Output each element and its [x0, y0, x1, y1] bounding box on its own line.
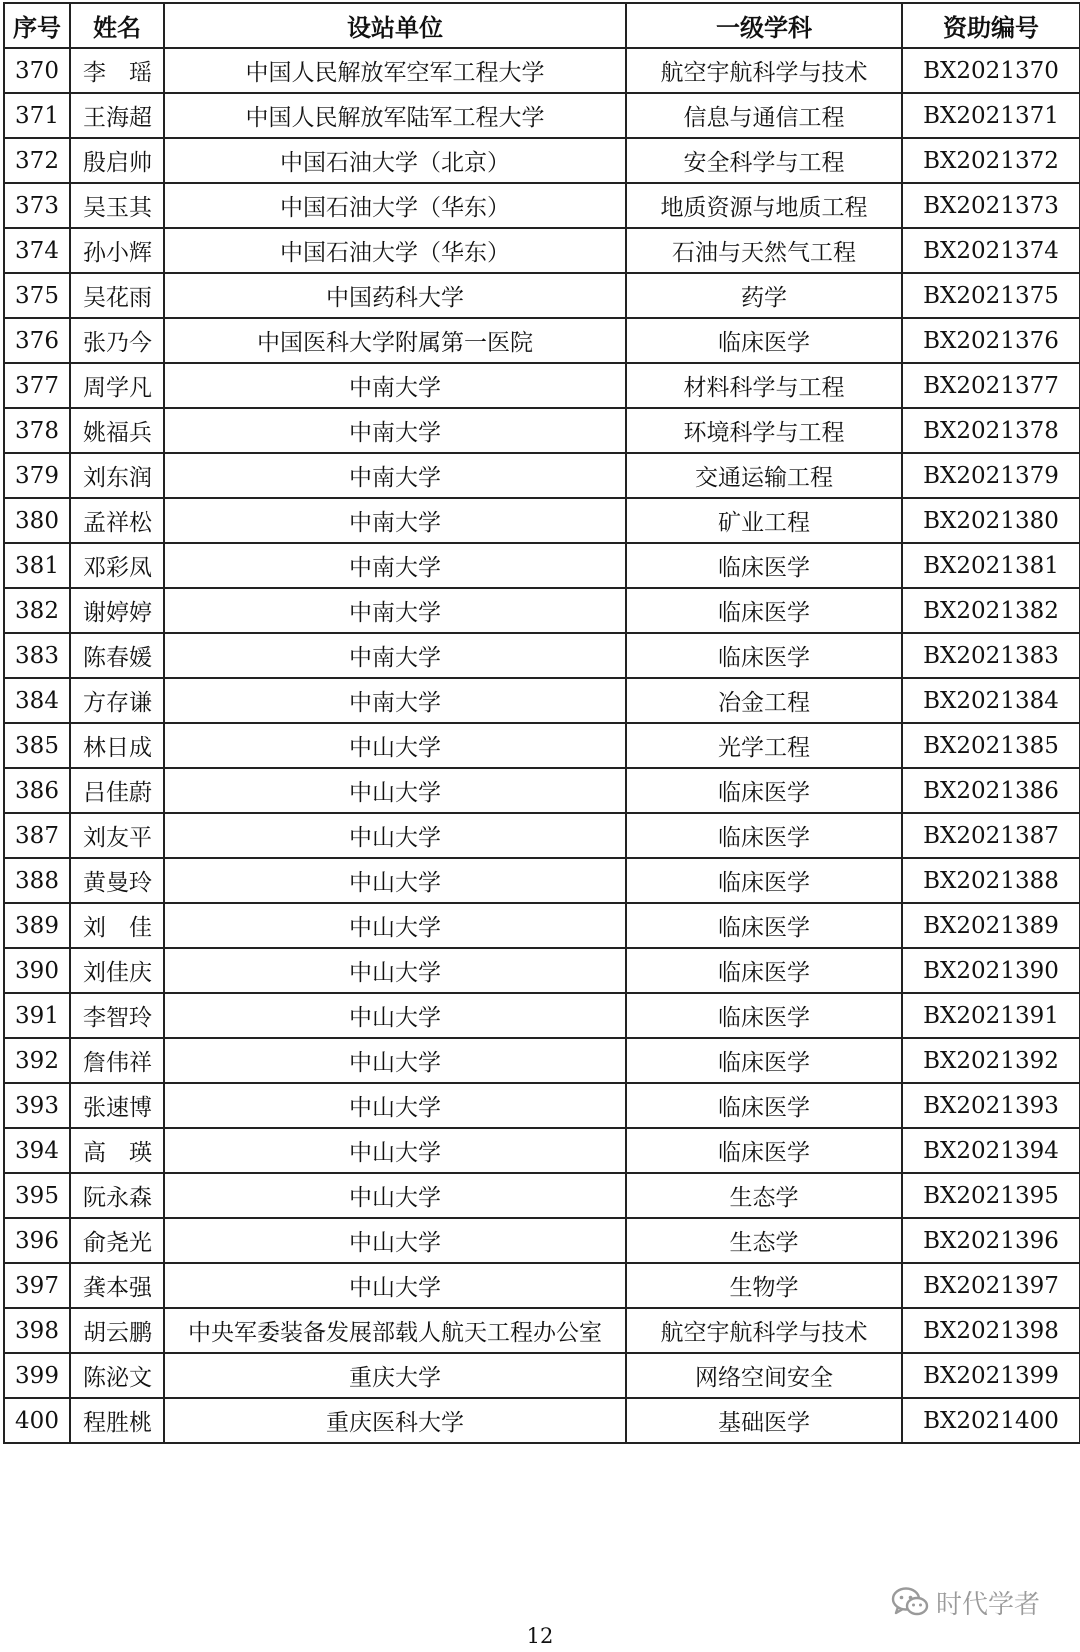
cell-serial-number: 376	[4, 318, 70, 363]
cell-funding-id: BX2021386	[902, 768, 1080, 813]
cell-serial-number: 382	[4, 588, 70, 633]
table-row	[4, 1038, 1080, 1083]
cell-funding-id: BX2021384	[902, 678, 1080, 723]
cell-serial-number: 371	[4, 93, 70, 138]
cell-name: 高 瑛	[70, 1128, 164, 1173]
cell-name: 刘佳庆	[70, 948, 164, 993]
cell-name: 周学凡	[70, 363, 164, 408]
cell-funding-id: BX2021394	[902, 1128, 1080, 1173]
cell-host-institution: 中南大学	[164, 408, 626, 453]
cell-discipline: 临床医学	[626, 1038, 902, 1083]
postdoc-funding-table	[3, 2, 1080, 1444]
table-row	[4, 903, 1080, 948]
cell-name: 张速博	[70, 1083, 164, 1128]
table-row	[4, 813, 1080, 858]
cell-discipline: 环境科学与工程	[626, 408, 902, 453]
cell-discipline: 临床医学	[626, 993, 902, 1038]
cell-name: 陈泌文	[70, 1353, 164, 1398]
cell-serial-number: 377	[4, 363, 70, 408]
cell-discipline: 临床医学	[626, 948, 902, 993]
cell-funding-id: BX2021374	[902, 228, 1080, 273]
cell-name: 孟祥松	[70, 498, 164, 543]
header-host-institution: 设站单位	[164, 3, 626, 48]
cell-name: 张乃今	[70, 318, 164, 363]
cell-serial-number: 392	[4, 1038, 70, 1083]
cell-name: 吴花雨	[70, 273, 164, 318]
cell-name: 姚福兵	[70, 408, 164, 453]
cell-serial-number: 389	[4, 903, 70, 948]
cell-discipline: 冶金工程	[626, 678, 902, 723]
cell-name: 詹伟祥	[70, 1038, 164, 1083]
header-funding-id: 资助编号	[902, 3, 1080, 48]
cell-host-institution: 中国人民解放军空军工程大学	[164, 48, 626, 93]
cell-funding-id: BX2021381	[902, 543, 1080, 588]
cell-name: 殷启帅	[70, 138, 164, 183]
table-row	[4, 183, 1080, 228]
cell-name: 吕佳蔚	[70, 768, 164, 813]
cell-funding-id: BX2021390	[902, 948, 1080, 993]
cell-funding-id: BX2021393	[902, 1083, 1080, 1128]
cell-host-institution: 中山大学	[164, 993, 626, 1038]
cell-name: 谢婷婷	[70, 588, 164, 633]
table-row	[4, 768, 1080, 813]
cell-discipline: 生态学	[626, 1173, 902, 1218]
cell-discipline: 材料科学与工程	[626, 363, 902, 408]
cell-host-institution: 中南大学	[164, 543, 626, 588]
cell-discipline: 航空宇航科学与技术	[626, 1308, 902, 1353]
cell-host-institution: 中国石油大学（华东）	[164, 228, 626, 273]
cell-host-institution: 重庆医科大学	[164, 1398, 626, 1443]
cell-discipline: 安全科学与工程	[626, 138, 902, 183]
cell-serial-number: 396	[4, 1218, 70, 1263]
cell-name: 俞尧光	[70, 1218, 164, 1263]
table-row	[4, 48, 1080, 93]
cell-serial-number: 391	[4, 993, 70, 1038]
cell-discipline: 航空宇航科学与技术	[626, 48, 902, 93]
cell-serial-number: 372	[4, 138, 70, 183]
cell-host-institution: 重庆大学	[164, 1353, 626, 1398]
cell-host-institution: 中山大学	[164, 1038, 626, 1083]
table-row	[4, 1128, 1080, 1173]
cell-name: 程胜桃	[70, 1398, 164, 1443]
table-header-row	[4, 3, 1080, 48]
cell-discipline: 临床医学	[626, 813, 902, 858]
cell-host-institution: 中山大学	[164, 1083, 626, 1128]
table-row	[4, 228, 1080, 273]
cell-name: 胡云鹏	[70, 1308, 164, 1353]
cell-serial-number: 383	[4, 633, 70, 678]
cell-discipline: 光学工程	[626, 723, 902, 768]
table-row	[4, 363, 1080, 408]
cell-name: 刘 佳	[70, 903, 164, 948]
cell-discipline: 临床医学	[626, 1083, 902, 1128]
table-row	[4, 1353, 1080, 1398]
cell-host-institution: 中国石油大学（北京）	[164, 138, 626, 183]
table-row	[4, 408, 1080, 453]
cell-host-institution: 中山大学	[164, 1128, 626, 1173]
watermark	[890, 1582, 1040, 1622]
cell-host-institution: 中南大学	[164, 363, 626, 408]
cell-funding-id: BX2021370	[902, 48, 1080, 93]
cell-serial-number: 385	[4, 723, 70, 768]
cell-funding-id: BX2021380	[902, 498, 1080, 543]
cell-host-institution: 中国药科大学	[164, 273, 626, 318]
table-row	[4, 138, 1080, 183]
table-row	[4, 453, 1080, 498]
cell-funding-id: BX2021376	[902, 318, 1080, 363]
cell-host-institution: 中南大学	[164, 678, 626, 723]
table-row	[4, 1173, 1080, 1218]
cell-serial-number: 379	[4, 453, 70, 498]
cell-serial-number: 384	[4, 678, 70, 723]
cell-funding-id: BX2021395	[902, 1173, 1080, 1218]
cell-funding-id: BX2021389	[902, 903, 1080, 948]
cell-serial-number: 374	[4, 228, 70, 273]
cell-host-institution: 中山大学	[164, 948, 626, 993]
table-row	[4, 858, 1080, 903]
cell-funding-id: BX2021387	[902, 813, 1080, 858]
cell-funding-id: BX2021377	[902, 363, 1080, 408]
header-name: 姓名	[70, 3, 164, 48]
cell-funding-id: BX2021371	[902, 93, 1080, 138]
cell-serial-number: 398	[4, 1308, 70, 1353]
cell-discipline: 生态学	[626, 1218, 902, 1263]
cell-funding-id: BX2021383	[902, 633, 1080, 678]
cell-discipline: 网络空间安全	[626, 1353, 902, 1398]
cell-host-institution: 中南大学	[164, 588, 626, 633]
cell-funding-id: BX2021400	[902, 1398, 1080, 1443]
cell-name: 刘友平	[70, 813, 164, 858]
cell-discipline: 临床医学	[626, 903, 902, 948]
cell-host-institution: 中山大学	[164, 903, 626, 948]
cell-discipline: 临床医学	[626, 588, 902, 633]
cell-host-institution: 中南大学	[164, 633, 626, 678]
cell-discipline: 临床医学	[626, 318, 902, 363]
cell-host-institution: 中山大学	[164, 1218, 626, 1263]
table-row	[4, 678, 1080, 723]
table-row	[4, 948, 1080, 993]
cell-serial-number: 381	[4, 543, 70, 588]
cell-discipline: 药学	[626, 273, 902, 318]
cell-discipline: 临床医学	[626, 768, 902, 813]
cell-host-institution: 中南大学	[164, 498, 626, 543]
page-number: 12	[526, 1624, 554, 1648]
cell-serial-number: 388	[4, 858, 70, 903]
cell-name: 黄曼玲	[70, 858, 164, 903]
table-row	[4, 633, 1080, 678]
cell-funding-id: BX2021375	[902, 273, 1080, 318]
table-row	[4, 723, 1080, 768]
cell-serial-number: 397	[4, 1263, 70, 1308]
cell-funding-id: BX2021372	[902, 138, 1080, 183]
cell-host-institution: 中国医科大学附属第一医院	[164, 318, 626, 363]
table-row	[4, 588, 1080, 633]
cell-host-institution: 中山大学	[164, 1263, 626, 1308]
table-row	[4, 273, 1080, 318]
cell-name: 阮永森	[70, 1173, 164, 1218]
cell-name: 方存谦	[70, 678, 164, 723]
cell-name: 吴玉其	[70, 183, 164, 228]
header-serial-number: 序号	[4, 3, 70, 48]
cell-host-institution: 中央军委装备发展部载人航天工程办公室	[164, 1308, 626, 1353]
cell-discipline: 临床医学	[626, 543, 902, 588]
cell-discipline: 基础医学	[626, 1398, 902, 1443]
table-row	[4, 543, 1080, 588]
table-row	[4, 1083, 1080, 1128]
cell-funding-id: BX2021398	[902, 1308, 1080, 1353]
cell-funding-id: BX2021396	[902, 1218, 1080, 1263]
cell-serial-number: 393	[4, 1083, 70, 1128]
cell-serial-number: 375	[4, 273, 70, 318]
cell-discipline: 信息与通信工程	[626, 93, 902, 138]
cell-discipline: 石油与天然气工程	[626, 228, 902, 273]
cell-discipline: 临床医学	[626, 633, 902, 678]
cell-serial-number: 394	[4, 1128, 70, 1173]
cell-funding-id: BX2021373	[902, 183, 1080, 228]
cell-discipline: 矿业工程	[626, 498, 902, 543]
cell-serial-number: 378	[4, 408, 70, 453]
table-row	[4, 1308, 1080, 1353]
wechat-icon	[890, 1586, 930, 1618]
cell-funding-id: BX2021378	[902, 408, 1080, 453]
cell-host-institution: 中山大学	[164, 813, 626, 858]
watermark-text: 时代学者	[936, 1589, 1041, 1620]
cell-serial-number: 386	[4, 768, 70, 813]
cell-name: 陈春媛	[70, 633, 164, 678]
header-discipline: 一级学科	[626, 3, 902, 48]
cell-discipline: 交通运输工程	[626, 453, 902, 498]
cell-discipline: 地质资源与地质工程	[626, 183, 902, 228]
cell-name: 刘东润	[70, 453, 164, 498]
cell-serial-number: 400	[4, 1398, 70, 1443]
cell-name: 王海超	[70, 93, 164, 138]
cell-name: 李智玲	[70, 993, 164, 1038]
table-row	[4, 1263, 1080, 1308]
cell-funding-id: BX2021388	[902, 858, 1080, 903]
cell-host-institution: 中山大学	[164, 723, 626, 768]
cell-host-institution: 中国石油大学（华东）	[164, 183, 626, 228]
cell-funding-id: BX2021399	[902, 1353, 1080, 1398]
table-row	[4, 498, 1080, 543]
cell-discipline: 生物学	[626, 1263, 902, 1308]
cell-host-institution: 中国人民解放军陆军工程大学	[164, 93, 626, 138]
table-row	[4, 993, 1080, 1038]
table-row	[4, 93, 1080, 138]
cell-funding-id: BX2021391	[902, 993, 1080, 1038]
cell-funding-id: BX2021385	[902, 723, 1080, 768]
cell-funding-id: BX2021379	[902, 453, 1080, 498]
cell-name: 龚本强	[70, 1263, 164, 1308]
table-body	[4, 48, 1080, 1443]
table-row	[4, 1398, 1080, 1443]
cell-host-institution: 中山大学	[164, 768, 626, 813]
cell-host-institution: 中山大学	[164, 858, 626, 903]
cell-name: 林日成	[70, 723, 164, 768]
cell-serial-number: 390	[4, 948, 70, 993]
cell-serial-number: 387	[4, 813, 70, 858]
cell-serial-number: 395	[4, 1173, 70, 1218]
cell-serial-number: 370	[4, 48, 70, 93]
cell-serial-number: 399	[4, 1353, 70, 1398]
cell-name: 李 瑶	[70, 48, 164, 93]
cell-name: 孙小辉	[70, 228, 164, 273]
cell-discipline: 临床医学	[626, 1128, 902, 1173]
cell-serial-number: 373	[4, 183, 70, 228]
table-row	[4, 1218, 1080, 1263]
cell-name: 邓彩凤	[70, 543, 164, 588]
cell-host-institution: 中山大学	[164, 1173, 626, 1218]
cell-funding-id: BX2021392	[902, 1038, 1080, 1083]
cell-host-institution: 中南大学	[164, 453, 626, 498]
cell-serial-number: 380	[4, 498, 70, 543]
cell-funding-id: BX2021397	[902, 1263, 1080, 1308]
table-row	[4, 318, 1080, 363]
cell-funding-id: BX2021382	[902, 588, 1080, 633]
cell-discipline: 临床医学	[626, 858, 902, 903]
